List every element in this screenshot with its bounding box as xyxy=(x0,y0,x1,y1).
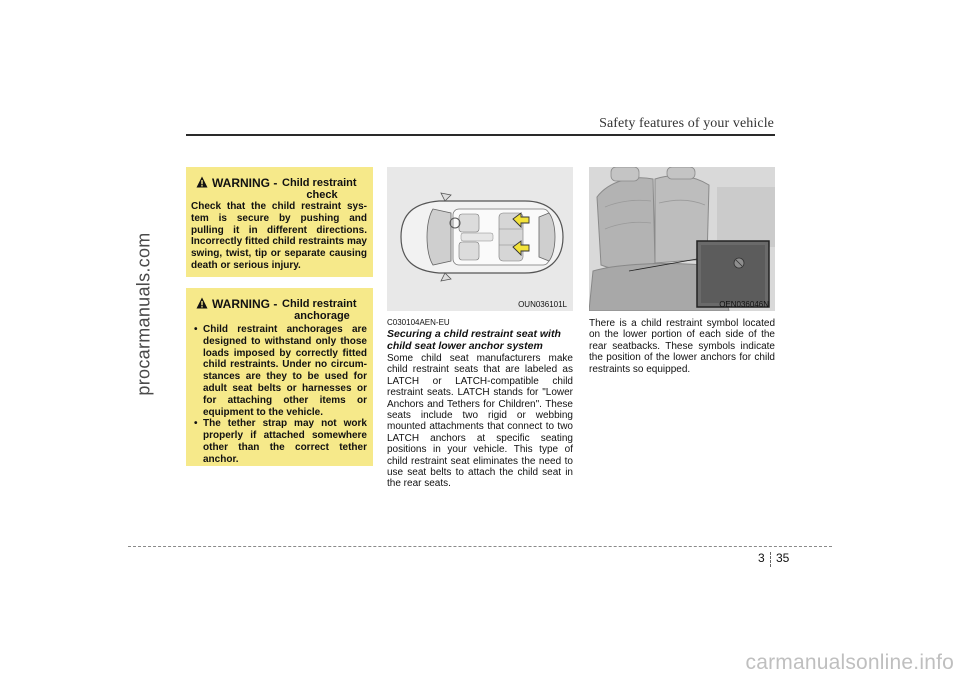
bottom-watermark: carmanualsonline.info xyxy=(745,651,954,674)
footer-rule xyxy=(128,546,832,547)
warning-header xyxy=(186,288,373,320)
section-body: Some child seat manufacturers make child restraint seats that are labeled as LATCH or LATCH-compatible child restraint seats. LATCH stands for "Lower Anchors and Tethers for Children". These seats include two rigid or webbing mounted attachments that connect to two LATCH anchors at specific seating positions in your vehicle. This type of child restraint seat eliminates the need to use seat belts to attach the child seat in the rear seats. xyxy=(387,353,573,490)
page-number-separator xyxy=(770,552,771,567)
rear-seat-illustration xyxy=(589,167,775,311)
warning-box-restraint-anchorage xyxy=(186,288,373,466)
warning-header xyxy=(186,167,373,199)
chapter-number: 3 xyxy=(758,551,765,565)
figure-car-top-view xyxy=(387,167,573,311)
header-rule xyxy=(186,134,775,136)
warning-triangle-icon xyxy=(196,176,208,188)
warning-title: Child restraint check xyxy=(282,177,357,201)
warning-label: WARNING - xyxy=(212,297,278,311)
warning-body xyxy=(191,324,367,466)
warning-title: Child restraint anchorage xyxy=(282,298,357,322)
figure-rear-seat xyxy=(589,167,775,311)
warning-body: Check that the child restraint sys-tem is secure by pushing and pulling it in different directions. Incorrectly fitted child restraints may swing, twist, tip or separate causing death or serious injury. xyxy=(191,201,367,271)
right-column-body: There is a child restraint symbol located on the lower portion of each side of the rear seatbacks. These symbols indicate the position of the lower anchors for child restraints so equipped. xyxy=(589,318,775,375)
figure-code: OEN036046N xyxy=(719,300,769,309)
warning-bullet: • The tether strap may not work properly if attached somewhere other than the correct tether anchor. xyxy=(191,418,367,465)
page-number-value: 35 xyxy=(776,551,790,565)
warning-box-restraint-check xyxy=(186,167,373,277)
warning-label: WARNING - xyxy=(212,176,278,190)
section-code: C030104AEN-EU xyxy=(387,318,450,327)
figure-code: OUN036101L xyxy=(518,300,567,309)
warning-triangle-icon xyxy=(196,297,208,309)
side-watermark: procarmanuals.com xyxy=(133,232,154,396)
car-top-view-illustration xyxy=(387,167,573,311)
section-heading: Securing a child restraint seat with child seat lower anchor system xyxy=(387,328,561,352)
warning-bullet: • Child restraint anchorages are designed to withstand only those loads imposed by correctly fitted child restraints. Under no circum-stances are they to be used for adult seat belts or harnesses or for attaching other items or equipment to the vehicle. xyxy=(191,324,367,418)
page-header-title: Safety features of your vehicle xyxy=(599,116,774,131)
